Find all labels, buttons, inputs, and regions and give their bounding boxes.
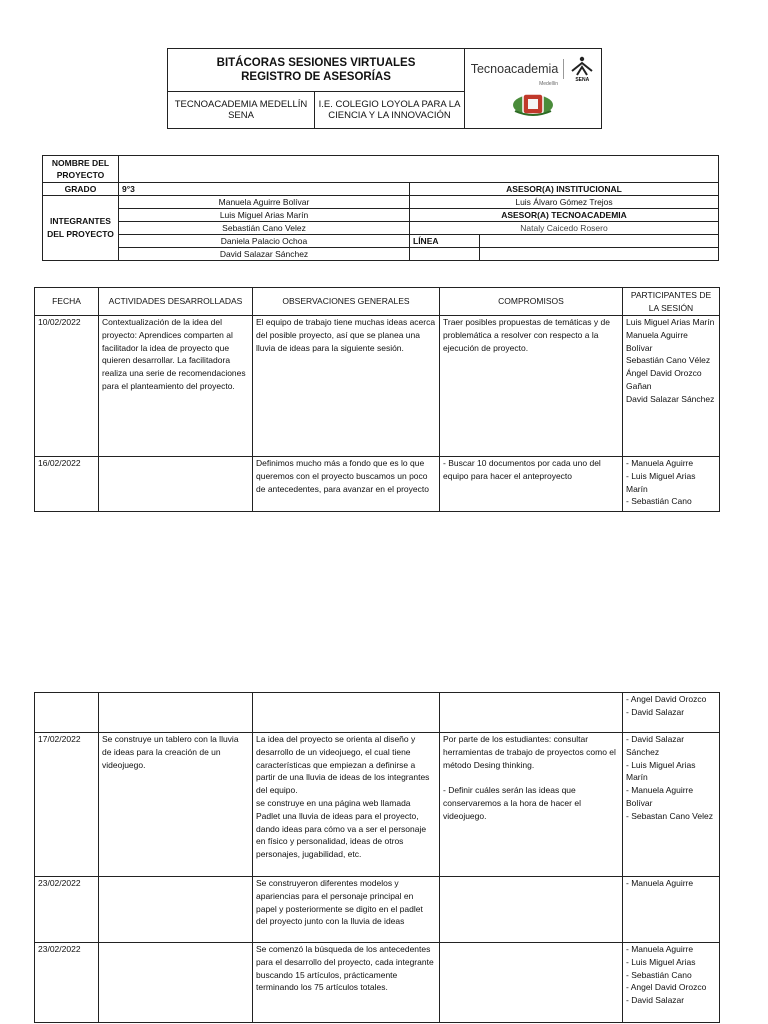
project-name-value <box>119 156 719 183</box>
empty-cell <box>480 248 719 261</box>
row-observaciones <box>253 693 440 733</box>
title-line-1: BITÁCORAS SESIONES VIRTUALES <box>216 57 416 69</box>
row-observaciones: Definimos mucho más a fondo que es lo que queremos con el proyecto buscamos un poco de antecedentes, para avanzar en el proyecto <box>253 457 440 512</box>
grade-label: GRADO <box>43 183 119 196</box>
table-row <box>35 877 720 943</box>
table-row <box>35 733 720 877</box>
row-actividades <box>99 877 253 943</box>
sessions-log-table <box>34 287 720 512</box>
line-value <box>480 235 719 248</box>
col-header-compromisos: COMPROMISOS <box>440 288 623 316</box>
row-fecha: 17/02/2022 <box>35 733 99 877</box>
row-actividades <box>99 943 253 1023</box>
row-compromisos: Por parte de los estudiantes: consultar herramientas de trabajo de proyectos como el método Desing thinking. - Definir cuáles serán las ideas que conservaremos a la hora de hacer el videojuego. <box>440 733 623 877</box>
row-actividades <box>99 457 253 512</box>
row-participantes: - Angel David Orozco - David Salazar <box>623 693 720 733</box>
member-name: David Salazar Sánchez <box>119 248 410 261</box>
row-participantes: - Manuela Aguirre <box>623 877 720 943</box>
col-header-participantes: PARTICIPANTES DE LA SESIÓN <box>623 288 720 316</box>
row-compromisos <box>440 693 623 733</box>
advisor-inst-label: ASESOR(A) INSTITUCIONAL <box>410 183 719 196</box>
advisor-tecno-value: Nataly Caicedo Rosero <box>410 222 719 235</box>
school-crest-icon <box>511 89 555 119</box>
empty-cell <box>410 248 480 261</box>
title-line-2: REGISTRO DE ASESORÍAS <box>241 71 391 83</box>
grade-value: 9°3 <box>119 183 410 196</box>
row-fecha <box>35 693 99 733</box>
col-header-fecha: FECHA <box>35 288 99 316</box>
member-name: Daniela Palacio Ochoa <box>119 235 410 248</box>
row-fecha: 10/02/2022 <box>35 316 99 457</box>
col-header-observaciones: OBSERVACIONES GENERALES <box>253 288 440 316</box>
logo-divider <box>563 59 564 79</box>
org-tecnoacademia: TECNOACADEMIA MEDELLÍN SENA <box>168 92 315 129</box>
project-info-table <box>42 155 719 261</box>
member-name: Luis Miguel Arias Marín <box>119 209 410 222</box>
row-fecha: 23/02/2022 <box>35 877 99 943</box>
sessions-log-table-continued <box>34 692 720 1023</box>
row-observaciones: Se construyeron diferentes modelos y apariencias para el personaje principal en papel y posteriormente se digito en el padlet del proyecto junto con la lluvia de ideas <box>253 877 440 943</box>
row-observaciones: Se comenzó la búsqueda de los antecedentes para el desarrollo del proyecto, cada integrante buscando 15 artículos, prácticamente terminando los 75 artículos totales. <box>253 943 440 1023</box>
row-actividades <box>99 693 253 733</box>
org-school: I.E. COLEGIO LOYOLA PARA LA CIENCIA Y LA INNOVACIÓN <box>315 92 465 129</box>
row-participantes: - David Salazar Sánchez - Luis Miguel Arias Marín - Manuela Aguirre Bolívar - Sebastan Cano Velez <box>623 733 720 877</box>
table-row <box>35 943 720 1023</box>
row-fecha: 16/02/2022 <box>35 457 99 512</box>
table-row <box>35 693 720 733</box>
project-name-label: NOMBRE DEL PROYECTO <box>43 156 119 183</box>
sena-label: SENA <box>575 77 590 83</box>
row-compromisos <box>440 943 623 1023</box>
row-participantes: - Manuela Aguirre - Luis Miguel Arias Marín - Sebastián Cano <box>623 457 720 512</box>
logos-cell <box>465 49 602 129</box>
row-participantes: - Manuela Aguirre - Luis Miguel Arias - Sebastián Cano - Angel David Orozco - David Salazar <box>623 943 720 1023</box>
member-name: Sebastián Cano Velez <box>119 222 410 235</box>
line-label: LÍNEA <box>410 235 480 248</box>
row-actividades: Se construye un tablero con la lluvia de ideas para la creación de un videojuego. <box>99 733 253 877</box>
sena-logo <box>569 55 595 83</box>
table-row <box>35 316 720 457</box>
member-name: Manuela Aguirre Bolívar <box>119 196 410 209</box>
table-row <box>35 457 720 512</box>
document-header <box>167 48 602 129</box>
document-title <box>168 49 465 92</box>
row-actividades: Contextualización de la idea del proyecto: Aprendices comparten al facilitador la idea de proyecto que quieren desarrollar. La facilitadora realiza una serie de recomendaciones para el planteamiento del proyecto. <box>99 316 253 457</box>
advisor-inst-value: Luis Álvaro Gómez Trejos <box>410 196 719 209</box>
row-fecha: 23/02/2022 <box>35 943 99 1023</box>
members-label: INTEGRANTES DEL PROYECTO <box>43 196 119 261</box>
tecnoacademia-logo: Tecnoacademia <box>470 62 559 76</box>
row-participantes: Luis Miguel Arias Marín Manuela Aguirre Bolívar Sebastián Cano Vélez Ángel David Orozco Gañan David Salazar Sánchez <box>623 316 720 457</box>
row-compromisos <box>440 877 623 943</box>
row-compromisos: - Buscar 10 documentos por cada uno del equipo para hacer el anteproyecto <box>440 457 623 512</box>
row-observaciones: El equipo de trabajo tiene muchas ideas acerca del posible proyecto, así que se planea una lluvia de ideas para la siguiente sesión. <box>253 316 440 457</box>
row-compromisos: Traer posibles propuestas de temáticas y de problemática a resolver con respecto a la ejecución de proyecto. <box>440 316 623 457</box>
col-header-actividades: ACTIVIDADES DESARROLLADAS <box>99 288 253 316</box>
sena-emblem-icon <box>569 55 595 77</box>
medellin-label: Medellín <box>539 81 558 87</box>
row-observaciones: La idea del proyecto se orienta al diseño y desarrollo de un videojuego, el cual tiene características que empiezan a definirse a partir de una lluvia de ideas de los integrantes del equipo. se construye en una página web llamada Padlet una lluvia de ideas para el proyecto, dando ideas para cómo va a ser el personaje en físico y personalidad, ideas de otros personajes, jugabilidad, etc. <box>253 733 440 877</box>
advisor-tecno-label: ASESOR(A) TECNOACADEMIA <box>410 209 719 222</box>
